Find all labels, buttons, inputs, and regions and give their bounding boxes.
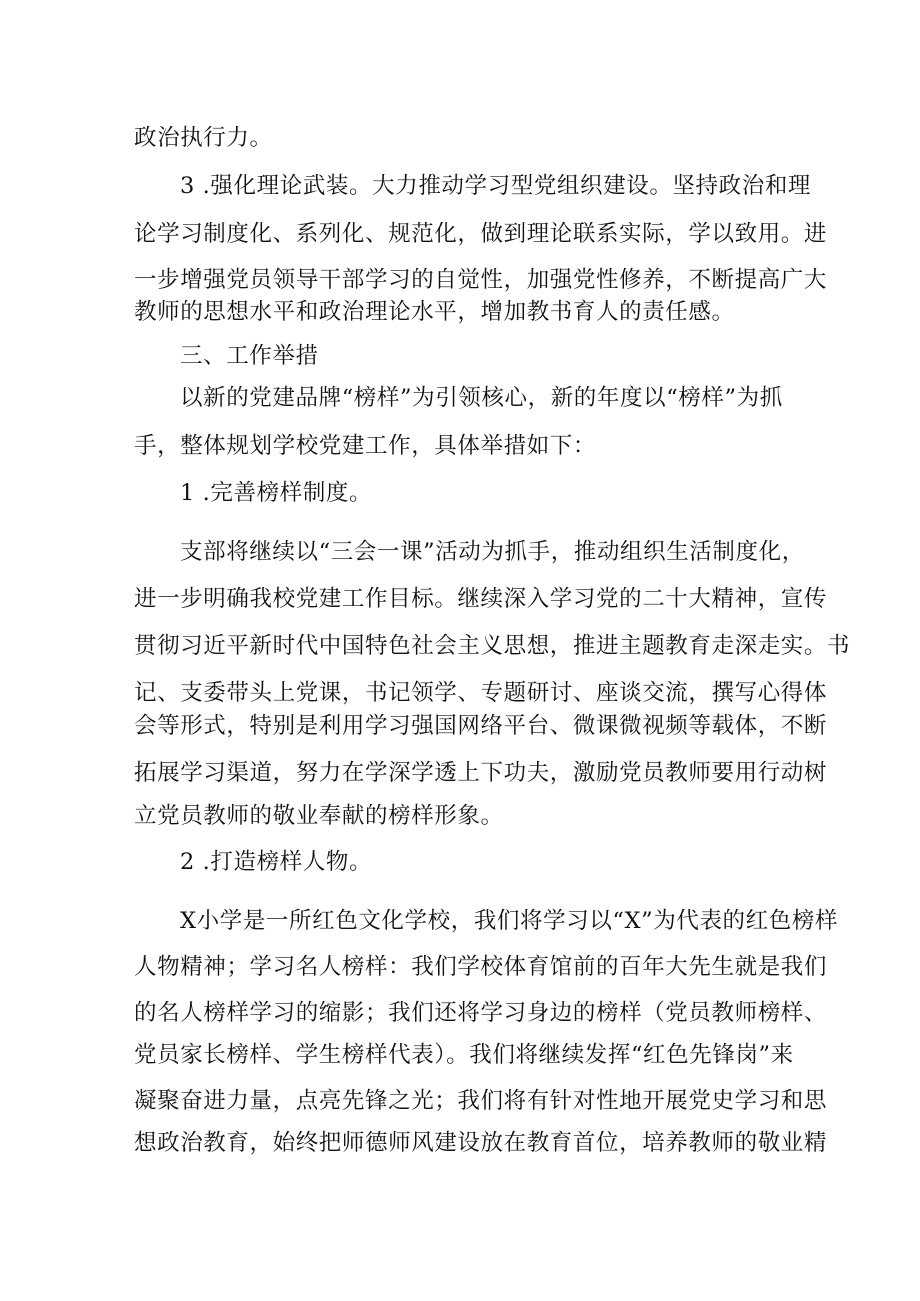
paragraph-line: 记、支委带头上党课，书记领学、专题研讨、座谈交流，撰写心得体 (134, 680, 828, 706)
paragraph-line: 会等形式，特别是利用学习强国网络平台、微课微视频等载体，不断 (134, 713, 828, 739)
paragraph-line: 党员家长榜样、学生榜样代表）。我们将继续发挥“红色先锋岗”来 (134, 1042, 794, 1068)
paragraph-line: 论学习制度化、系列化、规范化，做到理论联系实际，学以致用。进 (134, 221, 828, 247)
paragraph-line: 贯彻习近平新时代中国特色社会主义思想，推进主题教育走深走实。书 (134, 633, 851, 659)
paragraph-line: 一步增强党员领导干部学习的自觉性，加强党性修养，不断提高广大 (134, 267, 828, 293)
paragraph-line: 教师的思想水平和政治理论水平，增加教书育人的责任感。 (134, 299, 735, 325)
paragraph-line: 进一步明确我校党建工作目标。继续深入学习党的二十大精神，宣传 (134, 586, 828, 612)
paragraph-line: 的名人榜样学习的缩影；我们还将学习身边的榜样（党员教师榜样、 (134, 1000, 828, 1026)
section-heading: 三、工作举措 (180, 343, 319, 369)
list-item-heading: 3 .强化理论武装。大力推动学习型党组织建设。坚持政治和理 (180, 173, 812, 199)
paragraph-line: 立党员教师的敬业奉献的榜样形象。 (134, 803, 504, 829)
subsection-heading: 2 .打造榜样人物。 (180, 849, 373, 875)
subsection-heading: 1 .完善榜样制度。 (180, 480, 373, 506)
paragraph-line: 政治执行力。 (134, 125, 273, 151)
paragraph-line: 凝聚奋进力量，点亮先锋之光；我们将有针对性地开展党史学习和思 (134, 1088, 828, 1114)
paragraph-line: 人物精神；学习名人榜样：我们学校体育馆前的百年大先生就是我们 (134, 954, 828, 980)
paragraph-line: 想政治教育，始终把师德师风建设放在教育首位，培养教师的敬业精 (134, 1130, 828, 1156)
paragraph-line: 以新的党建品牌“榜样”为引领核心，新的年度以“榜样”为抓 (180, 385, 783, 411)
paragraph-line: 手，整体规划学校党建工作，具体举措如下： (134, 433, 597, 459)
paragraph-line: 拓展学习渠道，努力在学深学透上下功夫，激励党员教师要用行动树 (134, 760, 828, 786)
paragraph-line: 支部将继续以“三会一课”活动为抓手，推动组织生活制度化， (180, 539, 805, 565)
paragraph-line: X小学是一所红色文化学校，我们将学习以“X”为代表的红色榜样 (180, 908, 839, 934)
